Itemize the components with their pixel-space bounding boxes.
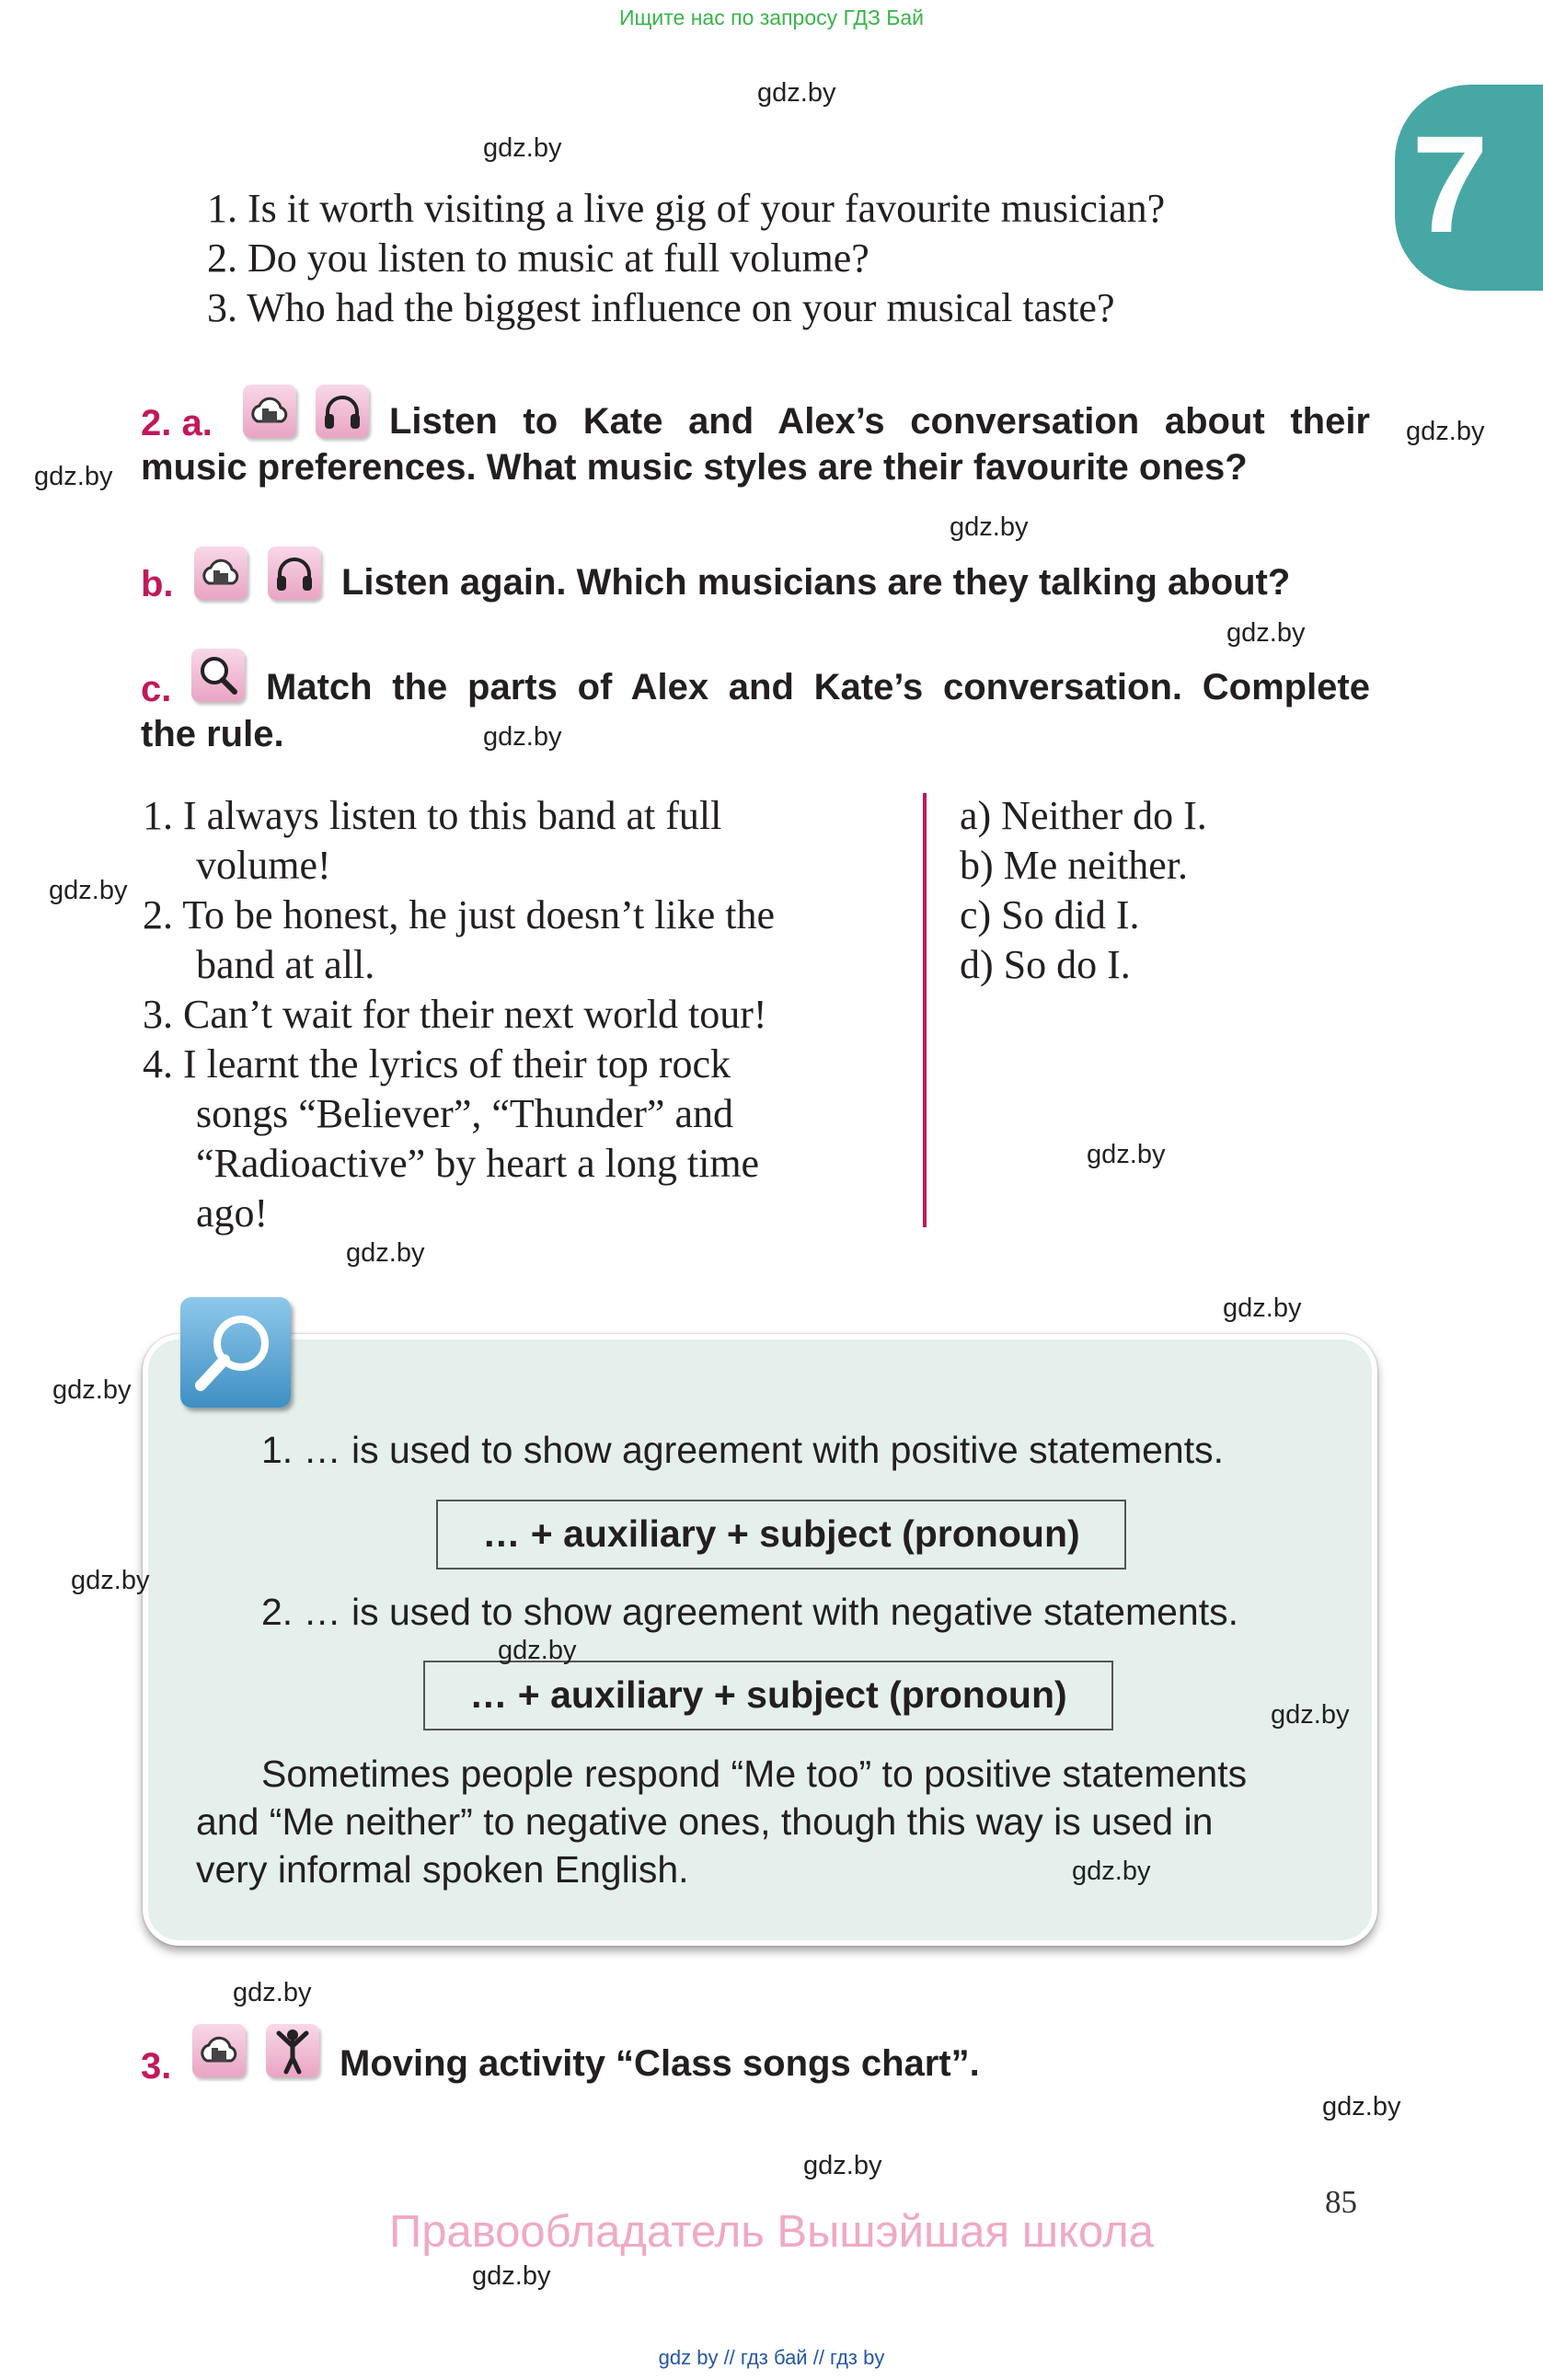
- cloud-download-icon: [192, 2024, 246, 2077]
- footer-links: gdz by // гдз бай // гдз by: [658, 2346, 885, 2369]
- watermark: gdz.by: [757, 78, 836, 108]
- headphones-icon: [268, 546, 321, 600]
- task-2c-label: c.: [141, 669, 172, 709]
- watermark: gdz.by: [1271, 1700, 1350, 1730]
- page-number: 85: [1325, 2184, 1357, 2220]
- top-banner: Ищите нас по запросу ГДЗ Бай: [618, 6, 925, 29]
- sentence-4-cont: “Radioactive” by heart a long time: [196, 1141, 760, 1186]
- watermark: gdz.by: [34, 462, 113, 491]
- sentence-3: 3. Can’t wait for their next world tour!: [143, 992, 767, 1037]
- response-b: b) Me neither.: [960, 843, 1189, 888]
- rule-point-2: 2. … is used to show agreement with negative statements.: [261, 1591, 1238, 1633]
- task-2c-line2: the rule.: [141, 714, 284, 754]
- task-2b-label: b.: [141, 564, 174, 604]
- sentence-4: 4. I learnt the lyrics of their top rock: [143, 1041, 731, 1087]
- magnifier-icon: [180, 1297, 291, 1408]
- watermark: gdz.by: [346, 1238, 425, 1268]
- question-2: 2. Do you listen to music at full volume?: [207, 236, 869, 281]
- sentence-4-cont: songs “Believer”, “Thunder” and: [196, 1091, 733, 1136]
- watermark: gdz.by: [1223, 1293, 1302, 1323]
- watermark: gdz.by: [1406, 417, 1485, 446]
- task-2a-line1: Listen to Kate and Alex’s conversation about their: [389, 401, 1370, 442]
- watermark: gdz.by: [52, 1375, 132, 1405]
- rule-note-line2: and “Me neither” to negative ones, though this way is used in: [196, 1800, 1214, 1843]
- sentence-1-cont: volume!: [196, 843, 331, 888]
- sentence-1: 1. I always listen to this band at full: [143, 793, 722, 838]
- watermark: gdz.by: [1072, 1857, 1151, 1886]
- response-d: d) So do I.: [960, 942, 1131, 987]
- watermark: gdz.by: [233, 1978, 312, 2007]
- magnifier-icon: [191, 649, 245, 702]
- rule-formula-2: … + auxiliary + subject (pronoun): [423, 1661, 1113, 1730]
- cloud-download-icon: [194, 546, 248, 600]
- watermark: gdz.by: [472, 2261, 551, 2291]
- response-a: a) Neither do I.: [960, 793, 1207, 838]
- watermark: gdz.by: [1087, 1140, 1166, 1169]
- sentence-2-cont: band at all.: [196, 942, 375, 987]
- task-2c-line1: Match the parts of Alex and Kate’s conversation. Complete: [266, 667, 1370, 707]
- sentence-2: 2. To be honest, he just doesn’t like the: [143, 892, 775, 937]
- watermark: gdz.by: [498, 1636, 577, 1665]
- chapter-tab: [1395, 85, 1543, 291]
- watermark: gdz.by: [49, 876, 128, 905]
- cloud-download-icon: [243, 385, 296, 438]
- rule-note-line3: very informal spoken English.: [196, 1848, 689, 1891]
- headphones-icon: [316, 385, 369, 438]
- copyright: Правообладатель Вышэйшая школа: [388, 2207, 1155, 2257]
- question-1: 1. Is it worth visiting a live gig of your favourite musician?: [207, 186, 1166, 231]
- question-3: 3. Who had the biggest influence on your musical taste?: [207, 285, 1115, 330]
- rule-formula-1: … + auxiliary + subject (pronoun): [436, 1500, 1126, 1569]
- watermark: gdz.by: [950, 512, 1029, 542]
- chapter-number: 7: [1411, 107, 1489, 261]
- watermark: gdz.by: [483, 133, 562, 163]
- watermark: gdz.by: [483, 722, 562, 752]
- rule-note-line1: Sometimes people respond “Me too” to positive statements: [261, 1753, 1248, 1795]
- task-2b-text: Listen again. Which musicians are they talking about?: [341, 562, 1291, 603]
- response-c: c) So did I.: [960, 892, 1140, 937]
- task-2a-number: 2. a.: [141, 403, 213, 443]
- watermark: gdz.by: [1322, 2092, 1401, 2121]
- watermark: gdz.by: [1226, 618, 1306, 648]
- rule-point-1: 1. … is used to show agreement with positive statements.: [261, 1429, 1225, 1471]
- task-2a-line2: music preferences. What music styles are their favourite ones?: [141, 447, 1248, 488]
- column-divider: [923, 793, 927, 1227]
- task-3-number: 3.: [141, 2046, 172, 2087]
- sentence-4-cont: ago!: [196, 1190, 269, 1236]
- watermark: gdz.by: [803, 2151, 882, 2180]
- task-3-text: Moving activity “Class songs chart”.: [340, 2043, 980, 2084]
- moving-person-icon: [266, 2024, 319, 2077]
- watermark: gdz.by: [71, 1566, 150, 1595]
